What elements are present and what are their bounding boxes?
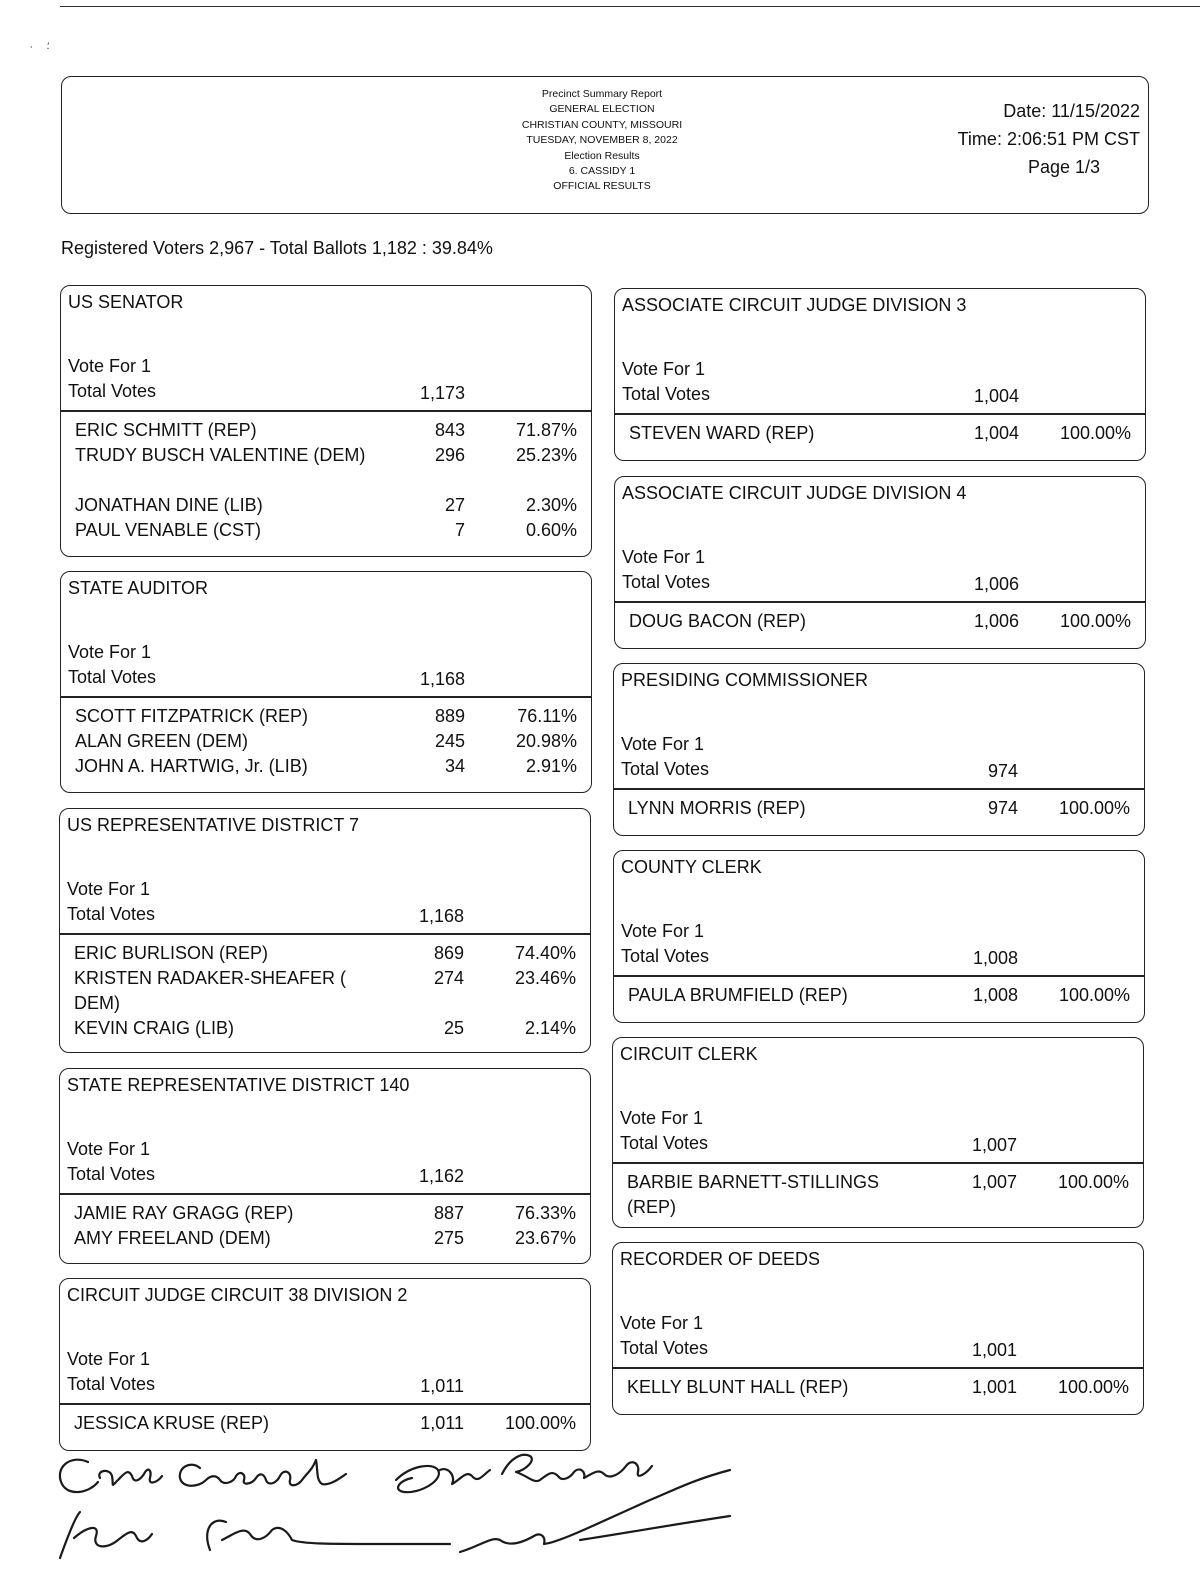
turnout-summary: Registered Voters 2,967 - Total Ballots 1,182 : 39.84% [61, 238, 493, 258]
race-box [613, 850, 1145, 1023]
candidate-name: DOUG BACON (REP) [629, 611, 807, 631]
total-votes-value: 1,168 [419, 669, 465, 689]
candidate-row [615, 421, 1145, 446]
candidate-row [614, 983, 1144, 1008]
candidate-percent: 2.30% [525, 495, 577, 515]
candidate-name: KRISTEN RADAKER-SHEAFER ( DEM) [74, 968, 347, 1013]
candidate-row [61, 443, 591, 493]
election-name: GENERAL ELECTION [549, 103, 655, 116]
candidate-percent: 25.23% [515, 445, 577, 465]
total-votes-label: Total Votes [620, 1338, 709, 1358]
total-votes-label: Total Votes [621, 759, 710, 779]
county-name: CHRISTIAN COUNTY, MISSOURI [521, 118, 683, 131]
candidate-votes: 869 [433, 943, 464, 963]
candidate-percent: 100.00% [1057, 1377, 1129, 1397]
vote-for-label: Vote For 1 [622, 359, 706, 379]
candidate-votes: 7 [454, 520, 465, 540]
total-votes-value: 1,162 [418, 1166, 464, 1186]
race-title: ASSOCIATE CIRCUIT JUDGE DIVISION 4 [622, 483, 967, 503]
race-title: STATE REPRESENTATIVE DISTRICT 140 [67, 1075, 410, 1095]
candidate-votes: 27 [444, 495, 465, 515]
poll-worker-signatures [40, 1440, 740, 1574]
candidate-list [614, 796, 1144, 821]
candidate-votes: 1,001 [971, 1377, 1017, 1397]
total-votes-value: 1,004 [973, 386, 1019, 406]
candidate-name: JOHN A. HARTWIG, Jr. (LIB) [75, 756, 308, 776]
total-votes-label: Total Votes [67, 1374, 156, 1394]
race-divider [61, 410, 591, 412]
candidate-votes: 275 [433, 1228, 464, 1248]
race-box [614, 476, 1146, 649]
race-divider [60, 933, 590, 935]
candidate-name: KEVIN CRAIG (LIB) [74, 1018, 235, 1038]
race-title: CIRCUIT CLERK [620, 1044, 758, 1064]
candidate-name: JONATHAN DINE (LIB) [75, 495, 263, 515]
candidate-list [61, 418, 591, 543]
candidate-list [613, 1375, 1143, 1400]
total-votes-value: 1,001 [971, 1340, 1017, 1360]
candidate-name: ALAN GREEN (DEM) [75, 731, 249, 751]
candidate-row [614, 796, 1144, 821]
candidate-votes: 1,008 [972, 985, 1018, 1005]
candidate-votes: 889 [434, 706, 465, 726]
report-header-center [412, 87, 792, 195]
candidate-row [60, 1411, 590, 1436]
candidate-percent: 100.00% [1059, 423, 1131, 443]
election-date: TUESDAY, NOVEMBER 8, 2022 [526, 134, 678, 147]
candidate-list [61, 704, 591, 779]
race-box [59, 808, 591, 1053]
candidate-list [60, 1411, 590, 1436]
candidate-percent: 100.00% [1057, 1172, 1129, 1192]
vote-for-label: Vote For 1 [622, 547, 706, 567]
vote-for-label: Vote For 1 [67, 1139, 151, 1159]
total-votes-label: Total Votes [68, 667, 157, 687]
candidate-votes: 974 [987, 798, 1018, 818]
candidate-percent: 71.87% [515, 420, 577, 440]
candidate-percent: 2.91% [525, 756, 577, 776]
candidate-votes: 1,006 [973, 611, 1019, 631]
race-title: COUNTY CLERK [621, 857, 762, 877]
race-box [614, 288, 1146, 461]
candidate-percent: 2.14% [524, 1018, 576, 1038]
race-box [59, 1278, 591, 1451]
total-votes-label: Total Votes [68, 381, 157, 401]
scan-specks: ⸳ ⸵ [30, 41, 50, 52]
candidate-list [615, 609, 1145, 634]
candidate-row [60, 1226, 590, 1251]
race-title: PRESIDING COMMISSIONER [621, 670, 869, 690]
candidate-row [61, 704, 591, 729]
race-divider [60, 1193, 590, 1195]
candidate-votes: 1,004 [973, 423, 1019, 443]
race-divider [60, 1403, 590, 1405]
report-header [61, 76, 1149, 214]
race-box [612, 1242, 1144, 1415]
candidate-row [615, 609, 1145, 634]
candidate-percent: 100.00% [1059, 611, 1131, 631]
candidate-row [613, 1375, 1143, 1400]
candidate-name: ERIC SCHMITT (REP) [75, 420, 257, 440]
precinct-name: 6. CASSIDY 1 [568, 165, 636, 178]
page-number: Page 1/3 [1027, 157, 1100, 177]
candidate-percent: 74.40% [514, 943, 576, 963]
race-box [60, 285, 592, 557]
race-title: US SENATOR [68, 292, 184, 312]
candidate-votes: 274 [433, 968, 464, 988]
total-votes-label: Total Votes [67, 1164, 156, 1184]
candidate-votes: 843 [434, 420, 465, 440]
race-divider [614, 975, 1144, 977]
candidate-name: LYNN MORRIS (REP) [628, 798, 806, 818]
scan-top-rule [60, 6, 1200, 7]
report-date: Date: 11/15/2022 [1003, 101, 1140, 121]
total-votes-value: 1,011 [420, 1376, 464, 1396]
candidate-name: TRUDY BUSCH VALENTINE (DEM) [75, 445, 366, 465]
total-votes-label: Total Votes [621, 946, 710, 966]
candidate-name: STEVEN WARD (REP) [629, 423, 815, 443]
candidate-name: PAUL VENABLE (CST) [75, 520, 262, 540]
vote-for-label: Vote For 1 [67, 1349, 151, 1369]
candidate-percent: 76.11% [517, 706, 577, 726]
candidate-percent: 100.00% [1058, 985, 1130, 1005]
total-votes-label: Total Votes [622, 384, 711, 404]
candidate-percent: 100.00% [504, 1413, 576, 1433]
race-title: STATE AUDITOR [68, 578, 209, 598]
race-divider [613, 1162, 1143, 1164]
candidate-row [61, 493, 591, 518]
candidate-percent: 20.98% [515, 731, 577, 751]
candidate-percent: 0.60% [525, 520, 577, 540]
race-divider [613, 1367, 1143, 1369]
report-time: Time: 2:06:51 PM CST [957, 129, 1140, 149]
race-title: US REPRESENTATIVE DISTRICT 7 [67, 815, 360, 835]
vote-for-label: Vote For 1 [620, 1313, 704, 1333]
race-box [612, 1037, 1144, 1228]
race-title: RECORDER OF DEEDS [620, 1249, 821, 1269]
race-divider [614, 788, 1144, 790]
candidate-name: BARBIE BARNETT-STILLINGS (REP) [627, 1172, 880, 1217]
candidate-row [613, 1170, 1143, 1220]
vote-for-label: Vote For 1 [67, 879, 151, 899]
total-votes-value: 974 [987, 761, 1018, 781]
report-type: Precinct Summary Report [541, 88, 663, 100]
race-title: CIRCUIT JUDGE CIRCUIT 38 DIVISION 2 [67, 1285, 408, 1305]
results-label: Election Results [564, 149, 640, 162]
candidate-row [61, 418, 591, 443]
race-box [60, 571, 592, 793]
candidate-row [61, 518, 591, 543]
total-votes-label: Total Votes [67, 904, 156, 924]
candidate-votes: 25 [443, 1018, 464, 1038]
vote-for-label: Vote For 1 [621, 734, 705, 754]
vote-for-label: Vote For 1 [621, 921, 705, 941]
report-meta [958, 97, 1140, 181]
official-label: OFFICIAL RESULTS [553, 180, 651, 193]
race-box [59, 1068, 591, 1264]
total-votes-value: 1,173 [419, 383, 465, 403]
candidate-row [60, 966, 590, 1016]
vote-for-label: Vote For 1 [620, 1108, 704, 1128]
candidate-list [613, 1170, 1143, 1220]
race-box [613, 663, 1145, 836]
candidate-name: PAULA BRUMFIELD (REP) [628, 985, 848, 1005]
candidate-row [61, 754, 591, 779]
candidate-list [615, 421, 1145, 446]
candidate-list [60, 1201, 590, 1251]
candidate-percent: 76.33% [514, 1203, 576, 1223]
candidate-votes: 245 [434, 731, 465, 751]
total-votes-label: Total Votes [620, 1133, 709, 1153]
candidate-row [60, 1016, 590, 1041]
candidate-row [60, 1201, 590, 1226]
total-votes-value: 1,168 [418, 906, 464, 926]
candidate-name: AMY FREELAND (DEM) [74, 1228, 271, 1248]
race-title: ASSOCIATE CIRCUIT JUDGE DIVISION 3 [622, 295, 967, 315]
candidate-percent: 23.46% [514, 968, 576, 988]
candidate-name: JESSICA KRUSE (REP) [74, 1413, 270, 1433]
candidate-votes: 1,011 [420, 1413, 464, 1433]
candidate-row [61, 729, 591, 754]
race-divider [615, 413, 1145, 415]
total-votes-label: Total Votes [622, 572, 711, 592]
candidate-name: ERIC BURLISON (REP) [74, 943, 269, 963]
candidate-votes: 296 [434, 445, 465, 465]
candidate-votes: 887 [433, 1203, 464, 1223]
total-votes-value: 1,006 [973, 574, 1019, 594]
candidate-votes: 1,007 [971, 1172, 1017, 1192]
candidate-percent: 23.67% [514, 1228, 576, 1248]
race-divider [615, 601, 1145, 603]
candidate-votes: 34 [444, 756, 465, 776]
candidate-name: SCOTT FITZPATRICK (REP) [75, 706, 308, 726]
candidate-name: KELLY BLUNT HALL (REP) [627, 1377, 849, 1397]
candidate-name: JAMIE RAY GRAGG (REP) [74, 1203, 294, 1223]
total-votes-value: 1,008 [972, 948, 1018, 968]
candidate-list [614, 983, 1144, 1008]
total-votes-value: 1,007 [971, 1135, 1017, 1155]
candidate-percent: 100.00% [1058, 798, 1130, 818]
candidate-list [60, 941, 590, 1041]
race-divider [61, 696, 591, 698]
vote-for-label: Vote For 1 [68, 642, 152, 662]
vote-for-label: Vote For 1 [68, 356, 152, 376]
candidate-row [60, 941, 590, 966]
